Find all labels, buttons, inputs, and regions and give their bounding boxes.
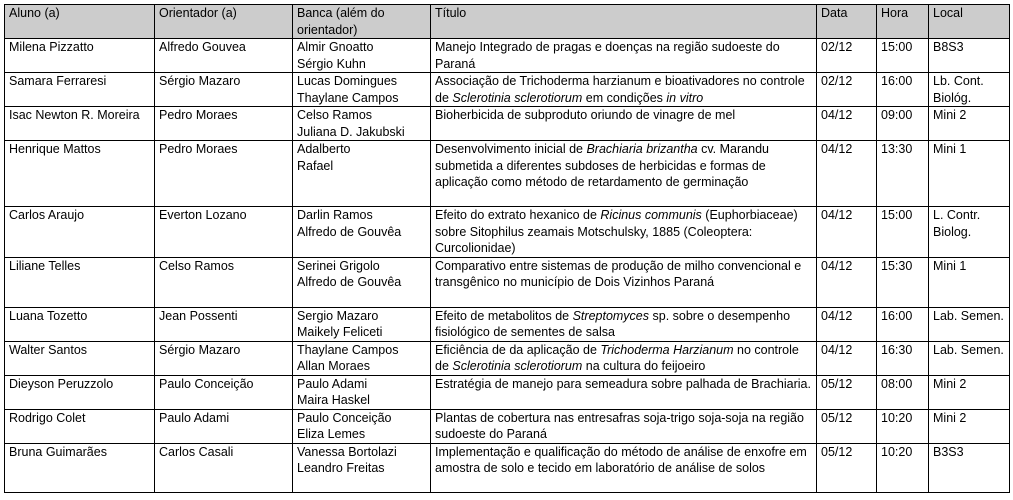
cell-titulo	[431, 207, 817, 258]
cell-data: 04/12	[817, 141, 877, 207]
cell-orientador: Sérgio Mazaro	[155, 341, 293, 375]
cell-orientador: Carlos Casali	[155, 443, 293, 492]
titulo-italic-part: Brachiaria brizantha	[586, 142, 698, 156]
cell-orientador: Alfredo Gouvea	[155, 39, 293, 73]
table-row	[5, 141, 1010, 207]
table-row	[5, 341, 1010, 375]
cell-hora: 10:20	[877, 409, 929, 443]
titulo-text-part: no controle de	[435, 342, 799, 373]
titulo-text-part: sp. sobre o desempenho fisiológico de sementes de salsa	[435, 308, 791, 339]
cell-data: 04/12	[817, 257, 877, 307]
defense-schedule-table	[4, 4, 1010, 493]
cell-local: Mini 1	[929, 257, 1010, 307]
titulo-italic-part: Streptomyces	[572, 308, 650, 323]
table-row	[5, 39, 1010, 73]
cell-data: 04/12	[817, 341, 877, 375]
cell-data: 04/12	[817, 307, 877, 341]
cell-local: L. Contr. Biolog.	[929, 207, 1010, 258]
cell-titulo	[431, 409, 817, 443]
header-banca: Banca (além do orientador)	[293, 5, 431, 39]
cell-titulo	[431, 141, 817, 207]
cell-titulo	[431, 39, 817, 73]
cell-hora: 15:00	[877, 207, 929, 258]
cell-titulo	[431, 257, 817, 307]
table-row	[5, 409, 1010, 443]
cell-banca: Vanessa Bortolazi Leandro Freitas	[293, 443, 431, 492]
cell-titulo	[431, 443, 817, 492]
titulo-text-part: Implementação e qualificação do método de análise de enxofre em amostra de solo e tecido em laboratório de análise de solos	[435, 444, 807, 475]
titulo-italic-part: in vitro	[666, 90, 704, 105]
cell-hora: 15:00	[877, 39, 929, 73]
table-row	[5, 307, 1010, 341]
cell-data: 04/12	[817, 107, 877, 141]
cell-titulo	[431, 73, 817, 107]
cell-local: Mini 2	[929, 375, 1010, 409]
cell-aluno: Isac Newton R. Moreira	[5, 107, 155, 141]
header-hora: Hora	[877, 5, 929, 39]
cell-titulo	[431, 375, 817, 409]
cell-hora: 10:20	[877, 443, 929, 492]
cell-local: Mini 2	[929, 107, 1010, 141]
titulo-text-part: Efeito do extrato hexanico de	[435, 208, 601, 222]
cell-aluno: Milena Pizzatto	[5, 39, 155, 73]
header-titulo: Título	[431, 5, 817, 39]
schedule-table-wrapper	[4, 4, 1010, 493]
titulo-text-part: Bioherbicida de subproduto oriundo de vinagre de mel	[435, 108, 736, 122]
cell-hora: 15:30	[877, 257, 929, 307]
cell-banca: Paulo Conceição Eliza Lemes	[293, 409, 431, 443]
cell-hora: 16:00	[877, 73, 929, 107]
cell-banca: Paulo Adami Maira Haskel	[293, 375, 431, 409]
cell-data: 02/12	[817, 73, 877, 107]
cell-orientador: Paulo Adami	[155, 409, 293, 443]
table-row	[5, 375, 1010, 409]
cell-aluno: Samara Ferraresi	[5, 73, 155, 107]
titulo-italic-part: Sclerotinia sclerotiorum	[452, 359, 583, 373]
cell-local: B3S3	[929, 443, 1010, 492]
cell-orientador: Jean Possenti	[155, 307, 293, 341]
cell-data: 05/12	[817, 443, 877, 492]
titulo-text-part: Desenvolvimento inicial de	[435, 142, 587, 156]
cell-orientador: Pedro Moraes	[155, 107, 293, 141]
cell-hora: 16:00	[877, 307, 929, 341]
cell-orientador: Pedro Moraes	[155, 141, 293, 207]
cell-aluno: Carlos Araujo	[5, 207, 155, 258]
cell-data: 04/12	[817, 207, 877, 258]
table-row	[5, 443, 1010, 492]
cell-banca: Adalberto Rafael	[293, 141, 431, 207]
header-row	[5, 5, 1010, 39]
table-row	[5, 107, 1010, 141]
cell-titulo	[431, 107, 817, 141]
cell-hora: 13:30	[877, 141, 929, 207]
table-row	[5, 73, 1010, 107]
cell-hora: 09:00	[877, 107, 929, 141]
titulo-italic-part: Trichoderma Harzianum	[600, 342, 734, 357]
titulo-text-part: cv. Marandu submetida a diferentes subdoses de herbicidas e formas de aplicação como método de retardamento de germinação	[435, 142, 769, 189]
cell-local: Lb. Cont. Biológ.	[929, 73, 1010, 107]
cell-local: Lab. Semen.	[929, 307, 1010, 341]
cell-banca: Darlin Ramos Alfredo de Gouvêa	[293, 207, 431, 258]
titulo-text-part: Eficiência de da aplicação de	[435, 342, 601, 357]
table-row	[5, 257, 1010, 307]
header-data: Data	[817, 5, 877, 39]
titulo-text-part: Plantas de cobertura nas entresafras soja-trigo soja-soja na região sudoeste do Paraná	[435, 410, 804, 441]
table-body	[5, 39, 1010, 493]
titulo-text-part: em condições	[582, 90, 667, 105]
cell-titulo	[431, 341, 817, 375]
titulo-text-part: na cultura do feijoeiro	[582, 359, 706, 373]
cell-banca: Serinei Grigolo Alfredo de Gouvêa	[293, 257, 431, 307]
cell-orientador: Paulo Conceição	[155, 375, 293, 409]
cell-local: Mini 1	[929, 141, 1010, 207]
cell-aluno: Walter Santos	[5, 341, 155, 375]
table-row	[5, 207, 1010, 258]
titulo-text-part: Associação de Trichoderma harzianum e bioativadores no controle de	[435, 74, 805, 105]
cell-hora: 08:00	[877, 375, 929, 409]
titulo-italic-part: Ricinus communis	[600, 208, 702, 222]
header-local: Local	[929, 5, 1010, 39]
cell-banca: Lucas Domingues Thaylane Campos	[293, 73, 431, 107]
cell-aluno: Dieyson Peruzzolo	[5, 375, 155, 409]
cell-orientador: Sérgio Mazaro	[155, 73, 293, 107]
cell-local: Mini 2	[929, 409, 1010, 443]
cell-data: 05/12	[817, 409, 877, 443]
cell-aluno: Bruna Guimarães	[5, 443, 155, 492]
cell-titulo	[431, 307, 817, 341]
cell-aluno: Rodrigo Colet	[5, 409, 155, 443]
cell-orientador: Everton Lozano	[155, 207, 293, 258]
cell-banca: Sergio Mazaro Maikely Feliceti	[293, 307, 431, 341]
cell-local: Lab. Semen.	[929, 341, 1010, 375]
cell-aluno: Liliane Telles	[5, 257, 155, 307]
cell-orientador: Celso Ramos	[155, 257, 293, 307]
cell-hora: 16:30	[877, 341, 929, 375]
cell-banca: Thaylane Campos Allan Moraes	[293, 341, 431, 375]
titulo-text-part: (Euphorbiaceae) sobre Sitophilus zeamais Motschulsky, 1885 (Coleoptera: Curcolionidae)	[435, 208, 798, 255]
cell-banca: Celso Ramos Juliana D. Jakubski	[293, 107, 431, 141]
cell-aluno: Henrique Mattos	[5, 141, 155, 207]
titulo-text-part: Comparativo entre sistemas de produção de milho convencional e transgênico no município de Dois Vizinhos Paraná	[435, 258, 802, 289]
cell-aluno: Luana Tozetto	[5, 307, 155, 341]
cell-banca: Almir Gnoatto Sérgio Kuhn	[293, 39, 431, 73]
titulo-text-part: Estratégia de manejo para semeadura sobre palhada de Brachiaria.	[435, 376, 811, 391]
header-orientador: Orientador (a)	[155, 5, 293, 39]
cell-data: 05/12	[817, 375, 877, 409]
table-header	[5, 5, 1010, 39]
cell-data: 02/12	[817, 39, 877, 73]
titulo-italic-part: Sclerotinia sclerotiorum	[452, 90, 583, 105]
header-aluno: Aluno (a)	[5, 5, 155, 39]
cell-local: B8S3	[929, 39, 1010, 73]
titulo-text-part: Manejo Integrado de pragas e doenças na região sudoeste do Paraná	[435, 40, 780, 71]
titulo-text-part: Efeito de metabolitos de	[435, 308, 573, 323]
